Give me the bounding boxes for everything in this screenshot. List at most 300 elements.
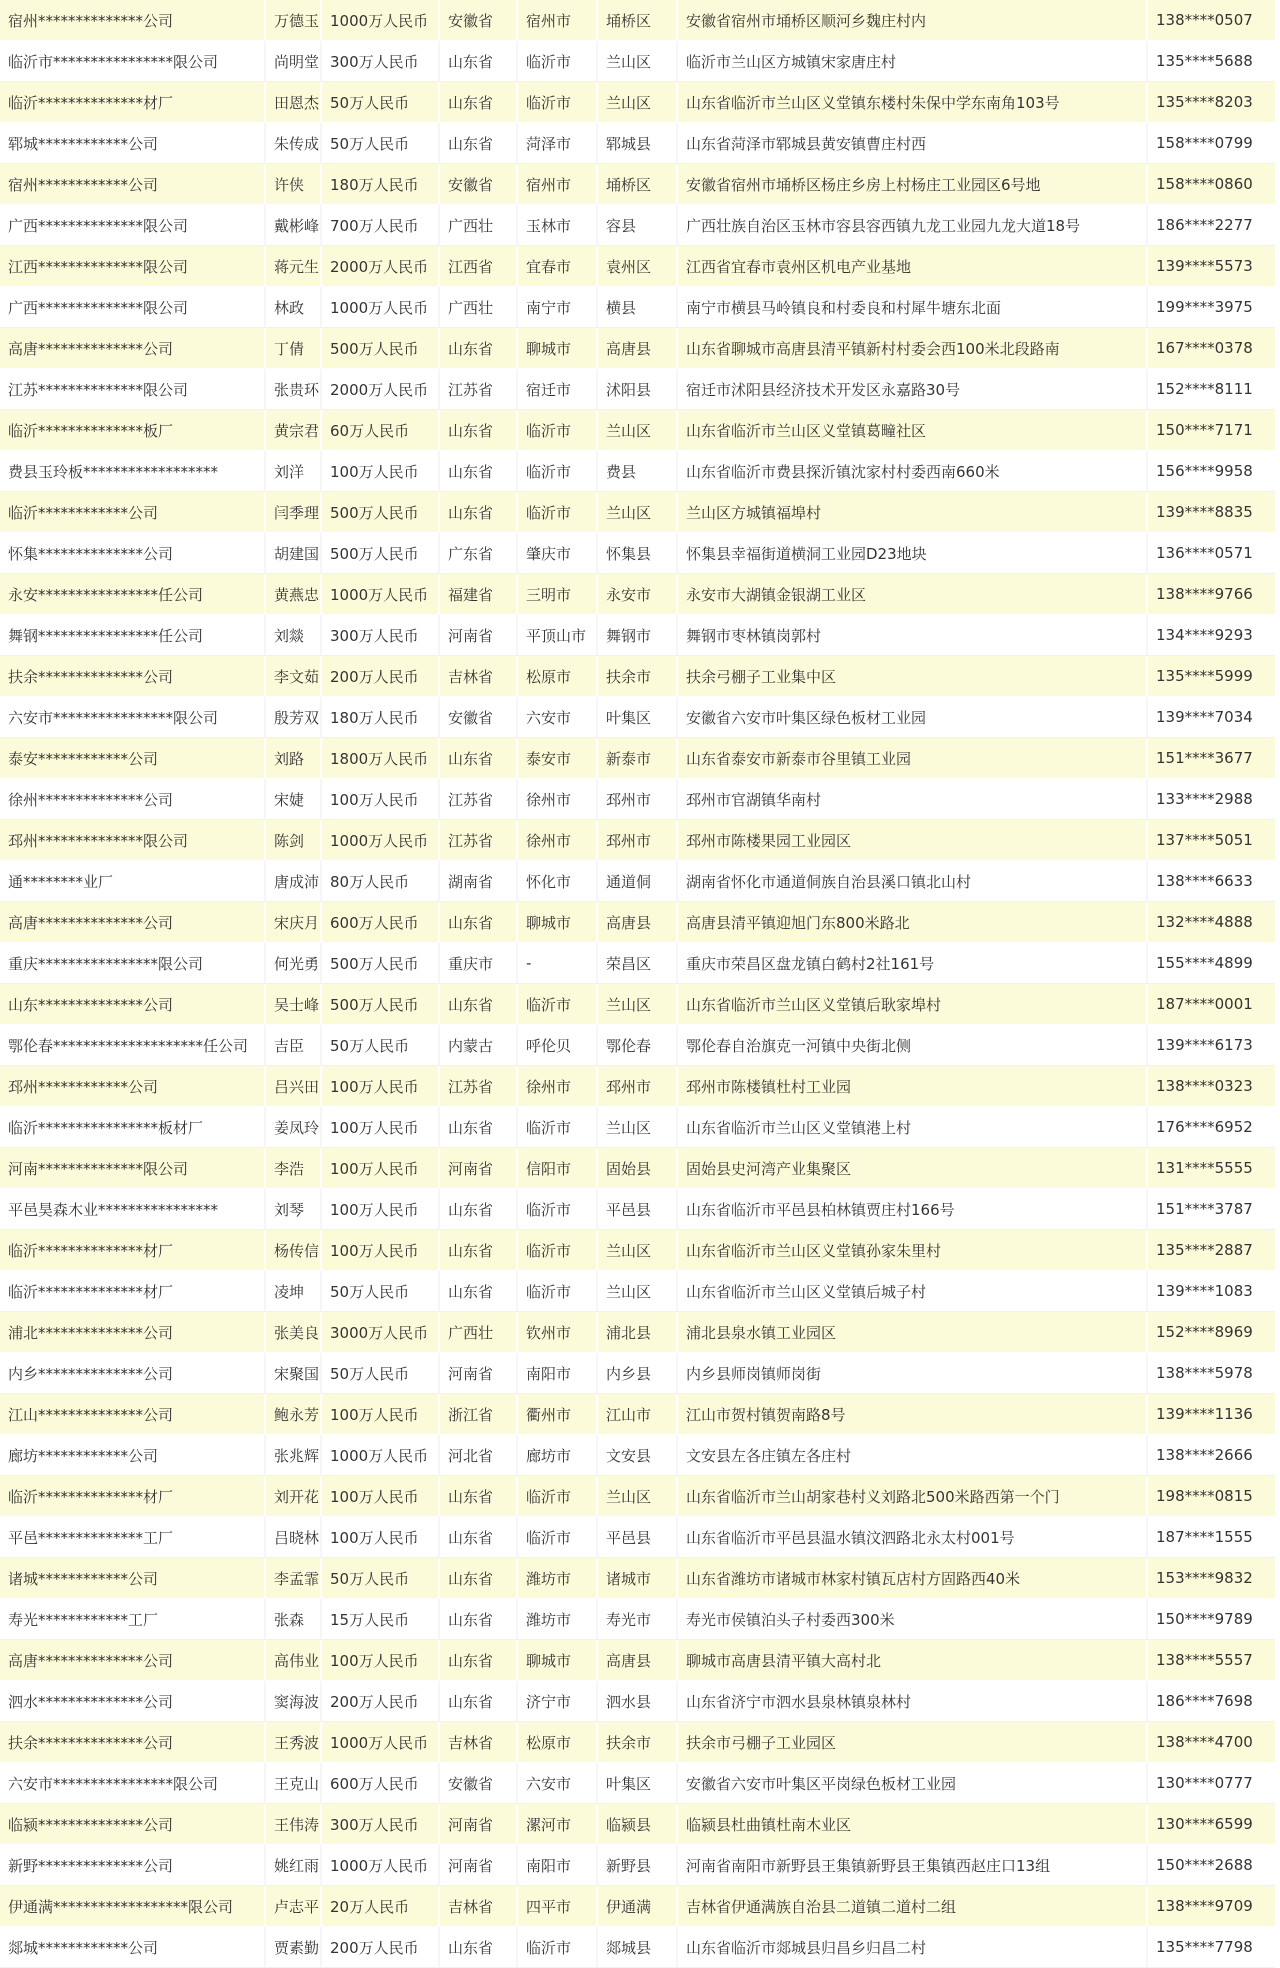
province-cell: 山东省 [440,41,518,82]
phone-cell: 135****2887 [1148,1230,1275,1271]
district-cell: 平邑县 [598,1517,678,1558]
registered-capital-cell: 180万人民币 [322,164,440,205]
company-name-cell: 费县玉玲板****************** [0,451,266,492]
province-cell: 山东省 [440,451,518,492]
phone-cell: 138****0323 [1148,1066,1275,1107]
phone-cell: 186****7698 [1148,1681,1275,1722]
table-row [0,369,1275,410]
district-cell: 沭阳县 [598,369,678,410]
registered-capital-cell: 1000万人民币 [322,1435,440,1476]
company-name-cell: 高唐**************公司 [0,1640,266,1681]
registered-capital-cell: 300万人民币 [322,1804,440,1845]
company-name-cell: 扶余**************公司 [0,656,266,697]
district-cell: 郯城县 [598,1927,678,1968]
legal-person-cell: 宋婕 [266,779,322,820]
legal-person-cell: 万德玉 [266,0,322,41]
city-cell: 徐州市 [518,779,598,820]
registered-capital-cell: 50万人民币 [322,1353,440,1394]
address-cell: 江山市贺村镇贺南路8号 [678,1394,1148,1435]
phone-cell: 130****0777 [1148,1763,1275,1804]
phone-cell: 138****5557 [1148,1640,1275,1681]
phone-cell: 150****9789 [1148,1599,1275,1640]
district-cell: 兰山区 [598,492,678,533]
phone-cell: 152****8969 [1148,1312,1275,1353]
city-cell: 钦州市 [518,1312,598,1353]
legal-person-cell: 鲍永芳 [266,1394,322,1435]
company-name-cell: 伊通满******************限公司 [0,1886,266,1927]
province-cell: 山东省 [440,984,518,1025]
address-cell: 南宁市横县马岭镇良和村委良和村犀牛塘东北面 [678,287,1148,328]
district-cell: 平邑县 [598,1189,678,1230]
province-cell: 湖南省 [440,861,518,902]
phone-cell: 156****9958 [1148,451,1275,492]
address-cell: 扶余弓棚子工业集中区 [678,656,1148,697]
phone-cell: 139****1136 [1148,1394,1275,1435]
city-cell: 泰安市 [518,738,598,779]
address-cell: 山东省临沂市平邑县柏林镇贾庄村166号 [678,1189,1148,1230]
address-cell: 吉林省伊通满族自治县二道镇二道村二组 [678,1886,1148,1927]
registered-capital-cell: 50万人民币 [322,123,440,164]
address-cell: 山东省临沂市兰山区义堂镇港上村 [678,1107,1148,1148]
table-row [0,1845,1275,1886]
phone-cell: 138****5978 [1148,1353,1275,1394]
legal-person-cell: 吕晓林 [266,1517,322,1558]
legal-person-cell: 李浩 [266,1148,322,1189]
company-name-cell: 徐州**************公司 [0,779,266,820]
phone-cell: 150****7171 [1148,410,1275,451]
company-name-cell: 高唐**************公司 [0,328,266,369]
province-cell: 山东省 [440,1927,518,1968]
district-cell: 新泰市 [598,738,678,779]
phone-cell: 133****2988 [1148,779,1275,820]
table-row [0,984,1275,1025]
city-cell: 临沂市 [518,1476,598,1517]
registered-capital-cell: 500万人民币 [322,984,440,1025]
legal-person-cell: 黄燕忠 [266,574,322,615]
address-cell: 寿光市侯镇泊头子村委西300米 [678,1599,1148,1640]
province-cell: 福建省 [440,574,518,615]
district-cell: 高唐县 [598,328,678,369]
table-row [0,1927,1275,1968]
city-cell: 怀化市 [518,861,598,902]
table-row [0,1558,1275,1599]
province-cell: 安徽省 [440,0,518,41]
address-cell: 兰山区方城镇福埠村 [678,492,1148,533]
province-cell: 山东省 [440,1558,518,1599]
legal-person-cell: 张森 [266,1599,322,1640]
legal-person-cell: 李文茹 [266,656,322,697]
legal-person-cell: 黄宗君 [266,410,322,451]
table-row [0,246,1275,287]
city-cell: 菏泽市 [518,123,598,164]
company-name-cell: 浦北**************公司 [0,1312,266,1353]
city-cell: 临沂市 [518,82,598,123]
company-name-cell: 临沂**************材厂 [0,1230,266,1271]
legal-person-cell: 姜凤玲 [266,1107,322,1148]
city-cell: 玉林市 [518,205,598,246]
address-cell: 湖南省怀化市通道侗族自治县溪口镇北山村 [678,861,1148,902]
company-name-cell: 诸城************公司 [0,1558,266,1599]
district-cell: 叶集区 [598,1763,678,1804]
province-cell: 河南省 [440,1353,518,1394]
legal-person-cell: 刘开花 [266,1476,322,1517]
phone-cell: 153****9832 [1148,1558,1275,1599]
phone-cell: 139****8835 [1148,492,1275,533]
city-cell: 临沂市 [518,41,598,82]
district-cell: 高唐县 [598,1640,678,1681]
province-cell: 山东省 [440,1640,518,1681]
city-cell: 松原市 [518,656,598,697]
address-cell: 临沂市兰山区方城镇宋家唐庄村 [678,41,1148,82]
legal-person-cell: 刘洋 [266,451,322,492]
legal-person-cell: 贾素勤 [266,1927,322,1968]
table-row [0,656,1275,697]
phone-cell: 137****5051 [1148,820,1275,861]
registered-capital-cell: 100万人民币 [322,1640,440,1681]
phone-cell: 158****0799 [1148,123,1275,164]
table-row [0,861,1275,902]
table-row [0,82,1275,123]
phone-cell: 187****0001 [1148,984,1275,1025]
district-cell: 兰山区 [598,1476,678,1517]
phone-cell: 138****0507 [1148,0,1275,41]
table-row [0,328,1275,369]
legal-person-cell: 许侠 [266,164,322,205]
district-cell: 新野县 [598,1845,678,1886]
city-cell: 聊城市 [518,328,598,369]
province-cell: 山东省 [440,1230,518,1271]
address-cell: 山东省临沂市兰山区义堂镇后城子村 [678,1271,1148,1312]
district-cell: 高唐县 [598,902,678,943]
province-cell: 安徽省 [440,697,518,738]
table-row [0,1189,1275,1230]
company-name-cell: 临颍**************公司 [0,1804,266,1845]
table-row [0,1312,1275,1353]
province-cell: 山东省 [440,410,518,451]
city-cell: 四平市 [518,1886,598,1927]
table-row [0,902,1275,943]
registered-capital-cell: 2000万人民币 [322,369,440,410]
registered-capital-cell: 80万人民币 [322,861,440,902]
phone-cell: 167****0378 [1148,328,1275,369]
province-cell: 广西壮 [440,205,518,246]
company-name-cell: 永安****************任公司 [0,574,266,615]
province-cell: 山东省 [440,492,518,533]
phone-cell: 151****3677 [1148,738,1275,779]
address-cell: 山东省临沂市郯城县归昌乡归昌二村 [678,1927,1148,1968]
legal-person-cell: 刘路 [266,738,322,779]
company-name-cell: 廊坊************公司 [0,1435,266,1476]
registered-capital-cell: 500万人民币 [322,533,440,574]
district-cell: 横县 [598,287,678,328]
table-row [0,0,1275,41]
address-cell: 安徽省六安市叶集区平岗绿色板材工业园 [678,1763,1148,1804]
province-cell: 山东省 [440,1476,518,1517]
table-row [0,1886,1275,1927]
legal-person-cell: 戴彬峰 [266,205,322,246]
registered-capital-cell: 300万人民币 [322,41,440,82]
legal-person-cell: 殷芳双 [266,697,322,738]
company-name-cell: 临沂****************板材厂 [0,1107,266,1148]
city-cell: 聊城市 [518,1640,598,1681]
table-row [0,164,1275,205]
table-row [0,1394,1275,1435]
phone-cell: 134****9293 [1148,615,1275,656]
table-row [0,1025,1275,1066]
registered-capital-cell: 700万人民币 [322,205,440,246]
district-cell: 文安县 [598,1435,678,1476]
company-name-cell: 临沂**************板厂 [0,410,266,451]
province-cell: 河北省 [440,1435,518,1476]
legal-person-cell: 王秀波 [266,1722,322,1763]
legal-person-cell: 张兆辉 [266,1435,322,1476]
address-cell: 山东省临沂市兰山区义堂镇东楼村朱保中学东南角103号 [678,82,1148,123]
province-cell: 广西壮 [440,1312,518,1353]
table-row [0,1722,1275,1763]
company-name-cell: 广西**************限公司 [0,205,266,246]
phone-cell: 132****4888 [1148,902,1275,943]
table-row [0,615,1275,656]
phone-cell: 135****8203 [1148,82,1275,123]
company-name-cell: 寿光************工厂 [0,1599,266,1640]
registered-capital-cell: 60万人民币 [322,410,440,451]
province-cell: 吉林省 [440,1886,518,1927]
company-name-cell: 临沂**************材厂 [0,82,266,123]
company-name-cell: 鄂伦春********************任公司 [0,1025,266,1066]
address-cell: 聊城市高唐县清平镇大高村北 [678,1640,1148,1681]
district-cell: 兰山区 [598,984,678,1025]
city-cell: 潍坊市 [518,1599,598,1640]
city-cell: 临沂市 [518,1517,598,1558]
province-cell: 内蒙古 [440,1025,518,1066]
district-cell: 浦北县 [598,1312,678,1353]
legal-person-cell: 刘琴 [266,1189,322,1230]
district-cell: 兰山区 [598,410,678,451]
province-cell: 江西省 [440,246,518,287]
phone-cell: 131****5555 [1148,1148,1275,1189]
table-row [0,1517,1275,1558]
city-cell: 临沂市 [518,1189,598,1230]
registered-capital-cell: 3000万人民币 [322,1312,440,1353]
address-cell: 河南省南阳市新野县王集镇新野县王集镇西赵庄口13组 [678,1845,1148,1886]
address-cell: 临颍县杜曲镇杜南木业区 [678,1804,1148,1845]
province-cell: 江苏省 [440,820,518,861]
company-name-cell: 江苏**************限公司 [0,369,266,410]
company-name-cell: 郓城************公司 [0,123,266,164]
address-cell: 山东省临沂市费县探沂镇沈家村村委西南660米 [678,451,1148,492]
company-name-cell: 山东**************公司 [0,984,266,1025]
legal-person-cell: 林政 [266,287,322,328]
phone-cell: 138****9709 [1148,1886,1275,1927]
phone-cell: 139****1083 [1148,1271,1275,1312]
address-cell: 扶余市弓棚子工业园区 [678,1722,1148,1763]
company-name-cell: 平邑**************工厂 [0,1517,266,1558]
table-row [0,410,1275,451]
address-cell: 山东省泰安市新泰市谷里镇工业园 [678,738,1148,779]
city-cell: 宜春市 [518,246,598,287]
registered-capital-cell: 500万人民币 [322,328,440,369]
registered-capital-cell: 50万人民币 [322,1558,440,1599]
table-row [0,123,1275,164]
address-cell: 山东省临沂市兰山区义堂镇葛疃社区 [678,410,1148,451]
phone-cell: 139****5573 [1148,246,1275,287]
registered-capital-cell: 200万人民币 [322,656,440,697]
province-cell: 山东省 [440,1271,518,1312]
phone-cell: 198****0815 [1148,1476,1275,1517]
registered-capital-cell: 200万人民币 [322,1681,440,1722]
district-cell: 扶余市 [598,656,678,697]
city-cell: 临沂市 [518,1230,598,1271]
registered-capital-cell: 1000万人民币 [322,1722,440,1763]
address-cell: 邳州市陈楼果园工业园区 [678,820,1148,861]
phone-cell: 138****6633 [1148,861,1275,902]
registered-capital-cell: 50万人民币 [322,1025,440,1066]
address-cell: 安徽省宿州市埇桥区杨庄乡房上村杨庄工业园区6号地 [678,164,1148,205]
city-cell: 济宁市 [518,1681,598,1722]
legal-person-cell: 凌坤 [266,1271,322,1312]
phone-cell: 152****8111 [1148,369,1275,410]
district-cell: 泗水县 [598,1681,678,1722]
province-cell: 广西壮 [440,287,518,328]
address-cell: 宿迁市沭阳县经济技术开发区永嘉路30号 [678,369,1148,410]
table-row [0,738,1275,779]
city-cell: 潍坊市 [518,1558,598,1599]
district-cell: 舞钢市 [598,615,678,656]
company-name-cell: 泰安************公司 [0,738,266,779]
registered-capital-cell: 100万人民币 [322,1107,440,1148]
city-cell: 宿州市 [518,0,598,41]
registered-capital-cell: 1000万人民币 [322,1845,440,1886]
company-name-cell: 临沂**************材厂 [0,1476,266,1517]
province-cell: 河南省 [440,615,518,656]
phone-cell: 199****3975 [1148,287,1275,328]
company-name-cell: 怀集**************公司 [0,533,266,574]
district-cell: 兰山区 [598,1230,678,1271]
legal-person-cell: 刘燚 [266,615,322,656]
table-row [0,1681,1275,1722]
company-name-cell: 临沂**************材厂 [0,1271,266,1312]
address-cell: 山东省临沂市兰山区义堂镇后耿家埠村 [678,984,1148,1025]
district-cell: 兰山区 [598,1107,678,1148]
district-cell: 叶集区 [598,697,678,738]
district-cell: 兰山区 [598,41,678,82]
province-cell: 山东省 [440,1599,518,1640]
table-row [0,41,1275,82]
district-cell: 诸城市 [598,1558,678,1599]
company-name-cell: 宿州**************公司 [0,0,266,41]
address-cell: 山东省菏泽市郓城县黄安镇曹庄村西 [678,123,1148,164]
city-cell: 徐州市 [518,820,598,861]
district-cell: 鄂伦春 [598,1025,678,1066]
legal-person-cell: 张美良 [266,1312,322,1353]
address-cell: 永安市大湖镇金银湖工业区 [678,574,1148,615]
address-cell: 固始县史河湾产业集聚区 [678,1148,1148,1189]
registered-capital-cell: 200万人民币 [322,1927,440,1968]
province-cell: 河南省 [440,1148,518,1189]
registered-capital-cell: 100万人民币 [322,1517,440,1558]
province-cell: 山东省 [440,1681,518,1722]
province-cell: 河南省 [440,1804,518,1845]
city-cell: 临沂市 [518,492,598,533]
district-cell: 寿光市 [598,1599,678,1640]
registered-capital-cell: 1000万人民币 [322,287,440,328]
address-cell: 安徽省宿州市埇桥区顺河乡魏庄村内 [678,0,1148,41]
province-cell: 江苏省 [440,369,518,410]
company-name-cell: 泗水**************公司 [0,1681,266,1722]
legal-person-cell: 姚红雨 [266,1845,322,1886]
phone-cell: 151****3787 [1148,1189,1275,1230]
phone-cell: 138****4700 [1148,1722,1275,1763]
registered-capital-cell: 100万人民币 [322,1066,440,1107]
address-cell: 广西壮族自治区玉林市容县容西镇九龙工业园九龙大道18号 [678,205,1148,246]
city-cell: 临沂市 [518,410,598,451]
address-cell: 安徽省六安市叶集区绿色板材工业园 [678,697,1148,738]
legal-person-cell: 卢志平 [266,1886,322,1927]
district-cell: 埇桥区 [598,164,678,205]
company-name-cell: 舞钢****************任公司 [0,615,266,656]
city-cell: 三明市 [518,574,598,615]
province-cell: 山东省 [440,902,518,943]
address-cell: 江西省宜春市袁州区机电产业基地 [678,246,1148,287]
province-cell: 山东省 [440,1189,518,1230]
table-row [0,1435,1275,1476]
table-row [0,1599,1275,1640]
province-cell: 江苏省 [440,779,518,820]
phone-cell: 155****4899 [1148,943,1275,984]
phone-cell: 136****0571 [1148,533,1275,574]
phone-cell: 187****1555 [1148,1517,1275,1558]
city-cell: 南宁市 [518,287,598,328]
district-cell: 郓城县 [598,123,678,164]
phone-cell: 135****7798 [1148,1927,1275,1968]
legal-person-cell: 陈剑 [266,820,322,861]
district-cell: 怀集县 [598,533,678,574]
address-cell: 山东省济宁市泗水县泉林镇泉林村 [678,1681,1148,1722]
legal-person-cell: 尚明堂 [266,41,322,82]
address-cell: 邳州市陈楼镇杜村工业园 [678,1066,1148,1107]
district-cell: 内乡县 [598,1353,678,1394]
district-cell: 邳州市 [598,820,678,861]
phone-cell: 135****5688 [1148,41,1275,82]
city-cell: 临沂市 [518,1927,598,1968]
legal-person-cell: 王伟涛 [266,1804,322,1845]
table-row [0,451,1275,492]
company-name-cell: 郯城************公司 [0,1927,266,1968]
company-name-cell: 河南**************限公司 [0,1148,266,1189]
district-cell: 兰山区 [598,82,678,123]
district-cell: 邳州市 [598,1066,678,1107]
legal-person-cell: 胡建国 [266,533,322,574]
phone-cell: 139****6173 [1148,1025,1275,1066]
registered-capital-cell: 100万人民币 [322,451,440,492]
registered-capital-cell: 20万人民币 [322,1886,440,1927]
address-cell: 重庆市荣昌区盘龙镇白鹤村2社161号 [678,943,1148,984]
city-cell: 临沂市 [518,984,598,1025]
legal-person-cell: 宋聚国 [266,1353,322,1394]
phone-cell: 139****7034 [1148,697,1275,738]
legal-person-cell: 吉臣 [266,1025,322,1066]
table-row [0,1230,1275,1271]
district-cell: 伊通满 [598,1886,678,1927]
city-cell: 漯河市 [518,1804,598,1845]
legal-person-cell: 高伟业 [266,1640,322,1681]
legal-person-cell: 宋庆月 [266,902,322,943]
table-row [0,1476,1275,1517]
province-cell: 山东省 [440,1517,518,1558]
table-row [0,779,1275,820]
district-cell: 荣昌区 [598,943,678,984]
city-cell: 临沂市 [518,1107,598,1148]
